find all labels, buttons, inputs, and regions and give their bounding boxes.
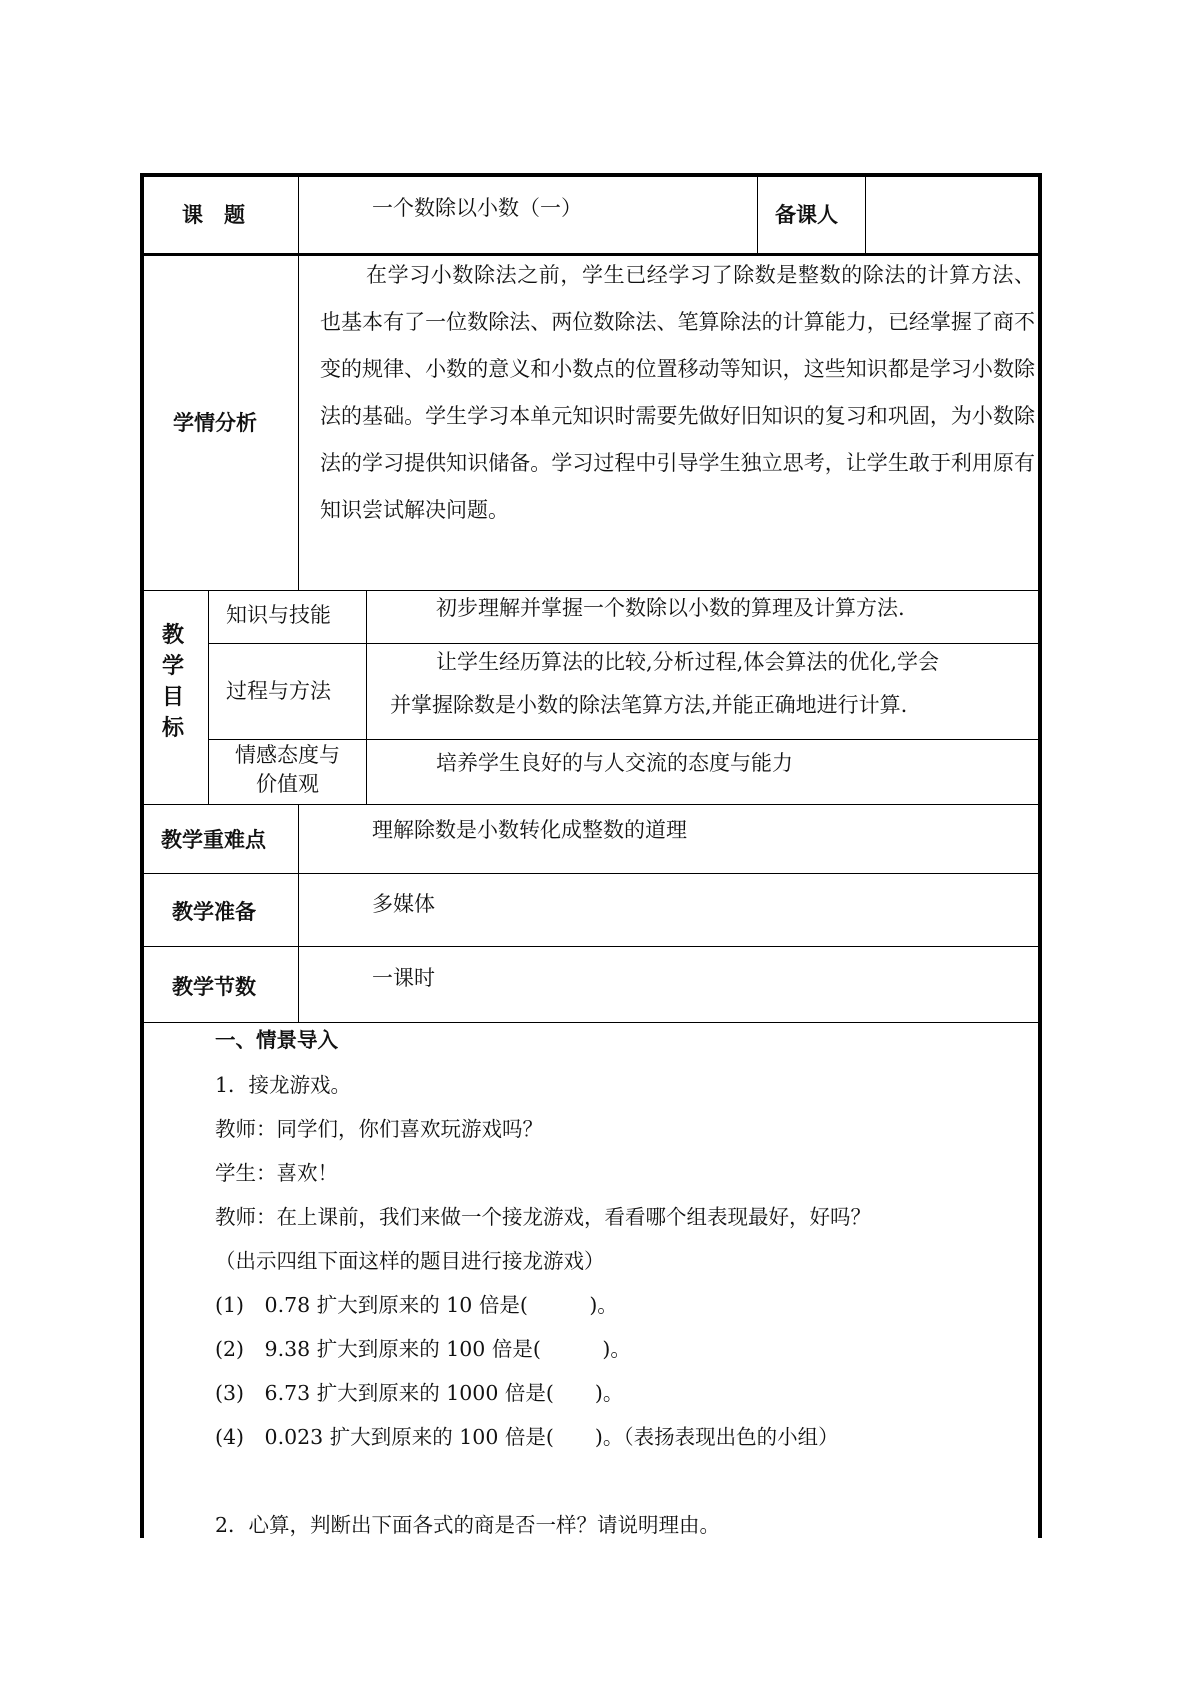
goal-process-text-line1: 让学生经历算法的比较,分析过程,体会算法的优化,学会 [436, 650, 940, 674]
goal-attitude-label [209, 741, 366, 799]
col-divider-label-top [298, 176, 299, 590]
key-points-label: 教学重难点 [161, 828, 266, 852]
goal-process-label: 过程与方法 [226, 679, 331, 703]
preparation-label: 教学准备 [172, 900, 256, 924]
topic-value: 一个数除以小数（一） [372, 196, 582, 220]
col-divider-label-bottom [298, 804, 299, 1022]
goal-attitude-label-line1: 情感态度与 [235, 743, 340, 767]
key-points-value: 理解除数是小数转化成整数的道理 [372, 818, 687, 842]
process-section-title: 一、情景导入 [215, 1028, 338, 1052]
process-question: (1) 0.78 扩大到原来的 10 倍是( )。 [215, 1293, 618, 1317]
goal-knowledge-label: 知识与技能 [226, 603, 331, 627]
process-question: (4) 0.023 扩大到原来的 100 倍是( )。（表扬表现出色的小组） [215, 1425, 839, 1449]
row-divider-goals [143, 804, 1039, 805]
col-divider-preparer-right [865, 176, 866, 253]
preparer-label: 备课人 [775, 203, 838, 227]
col-divider-goals-inner [366, 590, 367, 804]
goals-label: 教学目标 [161, 623, 184, 741]
process-question: (3) 6.73 扩大到原来的 1000 倍是( )。 [215, 1381, 624, 1405]
analysis-label: 学情分析 [173, 411, 257, 435]
row-divider-analysis [143, 590, 1039, 591]
periods-label: 教学节数 [172, 975, 256, 999]
process-line: 学生：喜欢！ [215, 1161, 338, 1185]
process-question: (2) 9.38 扩大到原来的 100 倍是( )。 [215, 1337, 631, 1361]
process-line: 教师：同学们，你们喜欢玩游戏吗？ [215, 1117, 543, 1141]
goal-attitude-label-line2: 价值观 [256, 772, 319, 796]
process-line: 1．接龙游戏。 [215, 1073, 352, 1097]
row-divider-periods [143, 1022, 1039, 1023]
goal-attitude-text: 培养学生良好的与人交流的态度与能力 [436, 751, 793, 775]
process-line: 教师：在上课前，我们来做一个接龙游戏，看看哪个组表现最好，好吗？ [215, 1205, 871, 1229]
row-divider-goal-2 [208, 739, 1039, 740]
periods-value: 一课时 [372, 966, 435, 990]
row-divider-goal-1 [208, 643, 1039, 644]
goal-process-text-line2: 并掌握除数是小数的除法笔算方法,并能正确地进行计算. [390, 693, 908, 717]
row-divider-key-points [143, 873, 1039, 874]
goal-knowledge-text: 初步理解并掌握一个数除以小数的算理及计算方法. [436, 596, 905, 620]
process-line: 2．心算，判断出下面各式的商是否一样？请说明理由。 [215, 1513, 721, 1537]
topic-label: 课 题 [182, 203, 245, 227]
process-line: （出示四组下面这样的题目进行接龙游戏） [215, 1249, 605, 1273]
row-divider-preparation [143, 946, 1039, 947]
analysis-text: 在学习小数除法之前，学生已经学习了除数是整数的除法的计算方法、也基本有了一位数除法、两位数除法、笔算除法的计算能力，已经掌握了商不变的规律、小数的意义和小数点的位置移动等知识，这些知识都是学习小数除法的基础。学生学习本单元知识时需要先做好旧知识的复习和巩固，为小数除法的学习提供知识储备。学习过程中引导学生独立思考，让学生敢于利用原有知识尝试解决问题。 [320, 263, 1035, 522]
preparation-value: 多媒体 [372, 892, 435, 916]
col-divider-preparer-left [757, 176, 758, 253]
